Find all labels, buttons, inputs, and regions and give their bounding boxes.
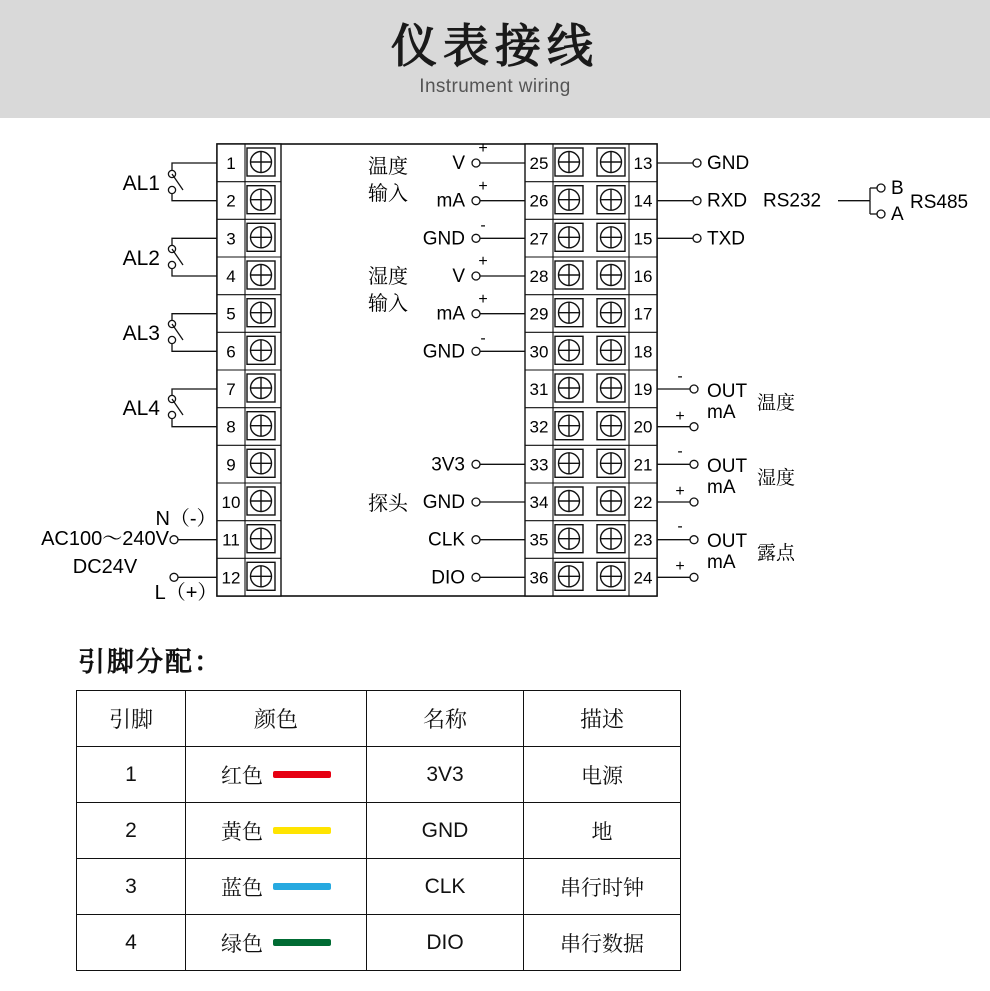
- power-wiring: [170, 536, 217, 582]
- svg-text:-: -: [677, 443, 683, 460]
- svg-text:探头: 探头: [368, 493, 408, 515]
- cell-color: [186, 859, 367, 915]
- svg-text:V: V: [452, 153, 465, 174]
- output-labels: [707, 381, 796, 573]
- svg-text:RS232: RS232: [763, 190, 822, 212]
- svg-text:OUT: OUT: [707, 456, 748, 477]
- cell-color: [186, 915, 367, 971]
- power-labels: [41, 508, 217, 604]
- page-title-cn: 仪表接线: [391, 19, 599, 72]
- svg-text:湿度: 湿度: [368, 266, 408, 288]
- svg-text:GND: GND: [707, 153, 750, 174]
- svg-text:24: 24: [633, 568, 653, 588]
- svg-text:12: 12: [221, 568, 241, 588]
- alarm-contacts: [168, 163, 217, 427]
- output-signs: [675, 368, 684, 575]
- svg-text:22: 22: [633, 493, 653, 512]
- cell-desc: 地: [524, 803, 681, 859]
- svg-text:GND: GND: [422, 228, 465, 250]
- svg-text:温度: 温度: [757, 393, 796, 414]
- svg-text:B: B: [891, 178, 904, 199]
- svg-text:DIO: DIO: [431, 567, 465, 589]
- color-label: 绿色: [221, 932, 263, 956]
- cell-pin: 4: [77, 915, 186, 971]
- pin-assignment-table: [76, 690, 681, 971]
- svg-text:OUT: OUT: [707, 381, 748, 402]
- svg-text:+: +: [478, 291, 488, 308]
- table-row: [77, 803, 681, 859]
- svg-text:34: 34: [529, 493, 549, 512]
- svg-text:+: +: [675, 408, 685, 425]
- svg-text:30: 30: [529, 342, 549, 362]
- cell-name: 3V3: [367, 747, 524, 803]
- svg-text:25: 25: [529, 154, 549, 173]
- svg-text:26: 26: [529, 191, 549, 211]
- color-swatch: [273, 771, 331, 778]
- svg-text:28: 28: [529, 267, 549, 286]
- cell-name: DIO: [367, 915, 524, 971]
- header-color: 颜色: [186, 691, 367, 747]
- table-header-row: [77, 691, 681, 747]
- svg-text:7: 7: [226, 380, 236, 399]
- svg-text:-: -: [480, 217, 486, 234]
- svg-text:温度: 温度: [368, 156, 408, 178]
- svg-text:CLK: CLK: [428, 529, 465, 551]
- cell-name: GND: [367, 803, 524, 859]
- svg-text:AC100～240V: AC100～240V: [41, 528, 169, 550]
- svg-text:RS485: RS485: [910, 192, 969, 213]
- svg-text:mA: mA: [436, 190, 465, 212]
- header-desc: 描述: [524, 691, 681, 747]
- svg-text:10: 10: [221, 493, 241, 512]
- color-swatch: [273, 827, 331, 834]
- page-title-en: Instrument wiring: [419, 76, 571, 98]
- svg-text:AL3: AL3: [122, 322, 160, 345]
- cell-desc: 电源: [524, 747, 681, 803]
- rs485-wiring: [838, 184, 885, 218]
- svg-text:5: 5: [226, 304, 236, 324]
- color-swatch: [273, 939, 331, 946]
- cell-desc: 串行数据: [524, 915, 681, 971]
- svg-text:OUT: OUT: [707, 531, 748, 552]
- svg-text:21: 21: [633, 455, 653, 475]
- serial-labels: [707, 153, 821, 249]
- svg-text:+: +: [478, 178, 488, 195]
- cell-name: CLK: [367, 859, 524, 915]
- svg-text:露点: 露点: [757, 543, 796, 564]
- svg-text:19: 19: [633, 380, 653, 399]
- svg-text:+: +: [675, 558, 685, 575]
- rs485-labels: [891, 178, 968, 225]
- svg-text:32: 32: [529, 417, 549, 437]
- svg-text:L（+）: L（+）: [154, 582, 218, 604]
- svg-text:输入: 输入: [368, 293, 408, 315]
- svg-text:RXD: RXD: [707, 190, 748, 212]
- cell-color: [186, 747, 367, 803]
- right-terminal-block: [525, 144, 657, 596]
- svg-text:35: 35: [529, 530, 549, 550]
- svg-text:GND: GND: [422, 492, 465, 513]
- color-label: 红色: [221, 764, 263, 788]
- svg-text:31: 31: [529, 380, 549, 399]
- svg-text:2: 2: [226, 191, 236, 211]
- svg-text:9: 9: [226, 455, 236, 475]
- svg-text:6: 6: [226, 342, 236, 362]
- svg-text:V: V: [452, 266, 465, 287]
- svg-text:14: 14: [633, 191, 653, 211]
- svg-text:-: -: [677, 518, 683, 535]
- svg-text:mA: mA: [436, 303, 465, 325]
- svg-text:GND: GND: [422, 341, 465, 363]
- svg-text:A: A: [891, 204, 904, 225]
- table-row: [77, 747, 681, 803]
- svg-text:13: 13: [633, 154, 653, 173]
- svg-text:AL2: AL2: [122, 247, 160, 270]
- cell-pin: 1: [77, 747, 186, 803]
- svg-text:23: 23: [633, 530, 653, 550]
- svg-text:mA: mA: [707, 402, 736, 423]
- wiring-diagram: [0, 118, 990, 638]
- svg-text:-: -: [480, 330, 486, 347]
- cell-pin: 2: [77, 803, 186, 859]
- svg-text:3: 3: [226, 229, 236, 249]
- svg-text:27: 27: [529, 229, 549, 249]
- cell-desc: 串行时钟: [524, 859, 681, 915]
- svg-text:36: 36: [529, 568, 549, 588]
- svg-text:mA: mA: [707, 552, 736, 573]
- svg-text:29: 29: [529, 304, 549, 324]
- svg-text:-: -: [677, 368, 683, 385]
- header-pin: 引脚: [77, 691, 186, 747]
- svg-text:+: +: [675, 483, 685, 500]
- svg-text:DC24V: DC24V: [72, 556, 138, 578]
- svg-text:N（-）: N（-）: [155, 508, 217, 530]
- svg-text:18: 18: [633, 342, 653, 362]
- svg-text:3V3: 3V3: [431, 454, 465, 476]
- header-name: 名称: [367, 691, 524, 747]
- table-row: [77, 859, 681, 915]
- svg-text:33: 33: [529, 455, 549, 475]
- svg-text:15: 15: [633, 229, 653, 249]
- svg-text:AL4: AL4: [122, 397, 160, 420]
- cell-pin: 3: [77, 859, 186, 915]
- svg-text:11: 11: [222, 530, 240, 550]
- svg-text:输入: 输入: [368, 183, 408, 205]
- svg-text:1: 1: [226, 154, 236, 173]
- svg-text:+: +: [478, 140, 488, 157]
- svg-text:AL1: AL1: [122, 172, 160, 195]
- table-row: [77, 915, 681, 971]
- svg-text:湿度: 湿度: [757, 468, 796, 489]
- svg-text:+: +: [478, 253, 488, 270]
- svg-text:20: 20: [633, 417, 653, 437]
- svg-text:16: 16: [633, 267, 653, 286]
- color-label: 黄色: [221, 820, 263, 844]
- alarm-labels: [123, 172, 161, 420]
- svg-text:mA: mA: [707, 477, 736, 498]
- svg-text:4: 4: [226, 267, 236, 286]
- svg-text:17: 17: [633, 304, 653, 324]
- pin-assignment-title: 引脚分配：: [78, 647, 223, 677]
- svg-text:TXD: TXD: [707, 228, 745, 250]
- color-label: 蓝色: [221, 876, 263, 900]
- svg-text:8: 8: [226, 417, 236, 437]
- color-swatch: [273, 883, 331, 890]
- cell-color: [186, 803, 367, 859]
- page-header: [0, 0, 990, 118]
